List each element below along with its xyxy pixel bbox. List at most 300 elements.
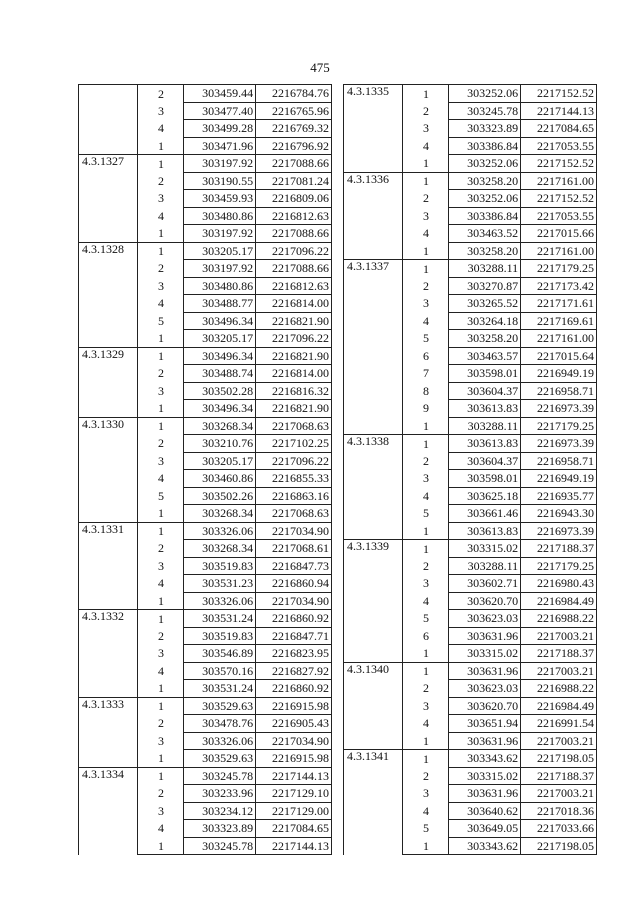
x-coordinate: 303190.55	[184, 172, 256, 190]
parcel-id: 4.3.1330	[79, 417, 138, 522]
x-coordinate: 303197.92	[184, 155, 256, 173]
point-number: 1	[403, 750, 449, 768]
y-coordinate: 2216973.39	[521, 522, 597, 540]
x-coordinate: 303613.83	[449, 400, 521, 418]
x-coordinate: 303598.01	[449, 365, 521, 383]
y-coordinate: 2216860.92	[256, 610, 332, 628]
y-coordinate: 2217179.25	[521, 417, 597, 435]
point-number: 1	[138, 592, 184, 610]
point-number: 1	[138, 242, 184, 260]
point-number: 3	[403, 697, 449, 715]
x-coordinate: 303459.93	[184, 190, 256, 208]
point-number: 4	[138, 207, 184, 225]
x-coordinate: 303602.71	[449, 575, 521, 593]
x-coordinate: 303640.62	[449, 802, 521, 820]
parcel-id: 4.3.1338	[344, 435, 403, 540]
x-coordinate: 303197.92	[184, 260, 256, 278]
y-coordinate: 2216855.33	[256, 470, 332, 488]
point-number: 1	[403, 155, 449, 173]
x-coordinate: 303252.06	[449, 155, 521, 173]
point-number: 1	[403, 172, 449, 190]
y-coordinate: 2217152.52	[521, 190, 597, 208]
y-coordinate: 2216812.63	[256, 277, 332, 295]
x-coordinate: 303463.57	[449, 347, 521, 365]
parcel-id: 4.3.1331	[79, 522, 138, 610]
y-coordinate: 2216816.32	[256, 382, 332, 400]
y-coordinate: 2216958.71	[521, 382, 597, 400]
x-coordinate: 303326.06	[184, 592, 256, 610]
x-coordinate: 303326.06	[184, 522, 256, 540]
x-coordinate: 303531.24	[184, 610, 256, 628]
x-coordinate: 303623.03	[449, 680, 521, 698]
y-coordinate: 2217003.21	[521, 785, 597, 803]
y-coordinate: 2217198.05	[521, 837, 597, 855]
y-coordinate: 2217188.37	[521, 540, 597, 558]
point-number: 3	[138, 102, 184, 120]
table-row	[79, 242, 332, 260]
x-coordinate: 303570.16	[184, 662, 256, 680]
x-coordinate: 303651.94	[449, 715, 521, 733]
x-coordinate: 303496.34	[184, 400, 256, 418]
point-number: 3	[403, 120, 449, 138]
point-number: 1	[403, 540, 449, 558]
point-number: 1	[403, 662, 449, 680]
point-number: 3	[403, 207, 449, 225]
point-number: 2	[138, 365, 184, 383]
table-row	[79, 767, 332, 785]
point-number: 1	[138, 610, 184, 628]
point-number: 4	[403, 592, 449, 610]
table-row	[344, 85, 597, 103]
y-coordinate: 2216821.90	[256, 312, 332, 330]
y-coordinate: 2217096.22	[256, 452, 332, 470]
x-coordinate: 303233.96	[184, 785, 256, 803]
point-number: 3	[138, 382, 184, 400]
x-coordinate: 303463.52	[449, 225, 521, 243]
table-row	[79, 85, 332, 103]
parcel-id	[79, 85, 138, 155]
point-number: 1	[403, 732, 449, 750]
point-number: 6	[403, 347, 449, 365]
point-number: 3	[138, 732, 184, 750]
y-coordinate: 2216847.73	[256, 557, 332, 575]
point-number: 1	[138, 837, 184, 855]
y-coordinate: 2216847.71	[256, 627, 332, 645]
coordinate-table-left-body	[79, 85, 332, 855]
x-coordinate: 303625.18	[449, 487, 521, 505]
y-coordinate: 2217034.90	[256, 592, 332, 610]
y-coordinate: 2217034.90	[256, 522, 332, 540]
point-number: 5	[138, 487, 184, 505]
point-number: 3	[138, 190, 184, 208]
y-coordinate: 2217003.21	[521, 662, 597, 680]
x-coordinate: 303210.76	[184, 435, 256, 453]
point-number: 4	[138, 820, 184, 838]
point-number: 1	[403, 260, 449, 278]
x-coordinate: 303258.20	[449, 172, 521, 190]
point-number: 1	[138, 155, 184, 173]
point-number: 4	[403, 487, 449, 505]
y-coordinate: 2217068.63	[256, 505, 332, 523]
y-coordinate: 2217198.05	[521, 750, 597, 768]
x-coordinate: 303613.83	[449, 522, 521, 540]
point-number: 5	[403, 820, 449, 838]
x-coordinate: 303288.11	[449, 557, 521, 575]
x-coordinate: 303496.34	[184, 347, 256, 365]
point-number: 3	[138, 452, 184, 470]
point-number: 1	[138, 347, 184, 365]
x-coordinate: 303620.70	[449, 697, 521, 715]
x-coordinate: 303205.17	[184, 452, 256, 470]
point-number: 1	[403, 645, 449, 663]
parcel-id: 4.3.1337	[344, 260, 403, 435]
table-row	[344, 435, 597, 453]
parcel-id: 4.3.1327	[79, 155, 138, 243]
x-coordinate: 303488.74	[184, 365, 256, 383]
point-number: 3	[403, 470, 449, 488]
point-number: 1	[138, 750, 184, 768]
parcel-id: 4.3.1335	[344, 85, 403, 173]
x-coordinate: 303631.96	[449, 785, 521, 803]
x-coordinate: 303480.86	[184, 277, 256, 295]
coordinate-table-right	[343, 84, 597, 855]
point-number: 2	[403, 680, 449, 698]
y-coordinate: 2217161.00	[521, 242, 597, 260]
point-number: 4	[138, 470, 184, 488]
point-number: 1	[138, 225, 184, 243]
y-coordinate: 2217129.00	[256, 802, 332, 820]
x-coordinate: 303460.86	[184, 470, 256, 488]
y-coordinate: 2217088.66	[256, 225, 332, 243]
point-number: 1	[403, 435, 449, 453]
y-coordinate: 2216973.39	[521, 435, 597, 453]
point-number: 3	[138, 802, 184, 820]
x-coordinate: 303502.26	[184, 487, 256, 505]
x-coordinate: 303326.06	[184, 732, 256, 750]
y-coordinate: 2216827.92	[256, 662, 332, 680]
point-number: 5	[138, 312, 184, 330]
point-number: 4	[403, 225, 449, 243]
y-coordinate: 2217015.66	[521, 225, 597, 243]
point-number: 4	[403, 802, 449, 820]
point-number: 1	[403, 522, 449, 540]
x-coordinate: 303529.63	[184, 697, 256, 715]
point-number: 1	[403, 242, 449, 260]
parcel-id: 4.3.1336	[344, 172, 403, 260]
y-coordinate: 2217003.21	[521, 732, 597, 750]
y-coordinate: 2217003.21	[521, 627, 597, 645]
point-number: 1	[138, 400, 184, 418]
y-coordinate: 2216949.19	[521, 365, 597, 383]
point-number: 4	[138, 120, 184, 138]
y-coordinate: 2216812.63	[256, 207, 332, 225]
x-coordinate: 303245.78	[184, 767, 256, 785]
point-number: 4	[403, 715, 449, 733]
x-coordinate: 303343.62	[449, 750, 521, 768]
y-coordinate: 2217179.25	[521, 260, 597, 278]
x-coordinate: 303270.87	[449, 277, 521, 295]
y-coordinate: 2216915.98	[256, 697, 332, 715]
point-number: 1	[138, 767, 184, 785]
point-number: 2	[138, 260, 184, 278]
x-coordinate: 303386.84	[449, 137, 521, 155]
y-coordinate: 2217068.63	[256, 417, 332, 435]
point-number: 2	[138, 172, 184, 190]
table-row	[79, 417, 332, 435]
x-coordinate: 303245.78	[184, 837, 256, 855]
coordinate-table-left	[78, 84, 332, 855]
point-number: 4	[138, 575, 184, 593]
point-number: 1	[138, 680, 184, 698]
x-coordinate: 303252.06	[449, 190, 521, 208]
table-row	[79, 610, 332, 628]
page-number: 475	[310, 60, 330, 75]
x-coordinate: 303477.40	[184, 102, 256, 120]
point-number: 2	[403, 102, 449, 120]
y-coordinate: 2217144.13	[521, 102, 597, 120]
point-number: 3	[403, 785, 449, 803]
parcel-id: 4.3.1328	[79, 242, 138, 347]
x-coordinate: 303288.11	[449, 260, 521, 278]
table-row	[344, 662, 597, 680]
x-coordinate: 303519.83	[184, 557, 256, 575]
point-number: 3	[403, 575, 449, 593]
point-number: 7	[403, 365, 449, 383]
point-number: 2	[138, 715, 184, 733]
y-coordinate: 2217171.61	[521, 295, 597, 313]
x-coordinate: 303343.62	[449, 837, 521, 855]
y-coordinate: 2217053.55	[521, 137, 597, 155]
point-number: 3	[138, 557, 184, 575]
y-coordinate: 2217188.37	[521, 767, 597, 785]
parcel-id: 4.3.1340	[344, 662, 403, 750]
y-coordinate: 2217169.61	[521, 312, 597, 330]
y-coordinate: 2216860.94	[256, 575, 332, 593]
y-coordinate: 2216980.43	[521, 575, 597, 593]
point-number: 1	[138, 330, 184, 348]
y-coordinate: 2216905.43	[256, 715, 332, 733]
point-number: 2	[138, 85, 184, 103]
table-row	[344, 172, 597, 190]
x-coordinate: 303265.52	[449, 295, 521, 313]
x-coordinate: 303478.76	[184, 715, 256, 733]
parcel-id: 4.3.1334	[79, 767, 138, 855]
y-coordinate: 2217033.66	[521, 820, 597, 838]
point-number: 8	[403, 382, 449, 400]
y-coordinate: 2216943.30	[521, 505, 597, 523]
x-coordinate: 303315.02	[449, 540, 521, 558]
point-number: 2	[403, 452, 449, 470]
x-coordinate: 303519.83	[184, 627, 256, 645]
x-coordinate: 303252.06	[449, 85, 521, 103]
point-number: 4	[403, 137, 449, 155]
y-coordinate: 2216765.96	[256, 102, 332, 120]
y-coordinate: 2217068.61	[256, 540, 332, 558]
point-number: 5	[403, 610, 449, 628]
y-coordinate: 2216984.49	[521, 592, 597, 610]
x-coordinate: 303631.96	[449, 627, 521, 645]
parcel-id: 4.3.1332	[79, 610, 138, 698]
point-number: 1	[403, 417, 449, 435]
parcel-id: 4.3.1333	[79, 697, 138, 767]
x-coordinate: 303480.86	[184, 207, 256, 225]
y-coordinate: 2217015.64	[521, 347, 597, 365]
x-coordinate: 303623.03	[449, 610, 521, 628]
point-number: 1	[138, 137, 184, 155]
y-coordinate: 2217188.37	[521, 645, 597, 663]
point-number: 4	[403, 312, 449, 330]
x-coordinate: 303598.01	[449, 470, 521, 488]
x-coordinate: 303531.23	[184, 575, 256, 593]
point-number: 2	[138, 540, 184, 558]
y-coordinate: 2217084.65	[521, 120, 597, 138]
y-coordinate: 2216860.92	[256, 680, 332, 698]
x-coordinate: 303620.70	[449, 592, 521, 610]
point-number: 2	[138, 627, 184, 645]
point-number: 9	[403, 400, 449, 418]
y-coordinate: 2217088.66	[256, 155, 332, 173]
coordinate-table-right-body	[344, 85, 597, 855]
x-coordinate: 303315.02	[449, 767, 521, 785]
x-coordinate: 303264.18	[449, 312, 521, 330]
x-coordinate: 303502.28	[184, 382, 256, 400]
x-coordinate: 303258.20	[449, 242, 521, 260]
point-number: 6	[403, 627, 449, 645]
parcel-id: 4.3.1339	[344, 540, 403, 663]
y-coordinate: 2216958.71	[521, 452, 597, 470]
point-number: 2	[138, 785, 184, 803]
y-coordinate: 2216988.22	[521, 610, 597, 628]
x-coordinate: 303604.37	[449, 452, 521, 470]
y-coordinate: 2217144.13	[256, 837, 332, 855]
y-coordinate: 2216991.54	[521, 715, 597, 733]
x-coordinate: 303245.78	[449, 102, 521, 120]
point-number: 1	[138, 522, 184, 540]
point-number: 4	[138, 662, 184, 680]
y-coordinate: 2217161.00	[521, 172, 597, 190]
x-coordinate: 303546.89	[184, 645, 256, 663]
x-coordinate: 303288.11	[449, 417, 521, 435]
x-coordinate: 303268.34	[184, 417, 256, 435]
table-row	[79, 697, 332, 715]
point-number: 2	[403, 557, 449, 575]
y-coordinate: 2217173.42	[521, 277, 597, 295]
y-coordinate: 2217081.24	[256, 172, 332, 190]
y-coordinate: 2217161.00	[521, 330, 597, 348]
point-number: 2	[403, 767, 449, 785]
y-coordinate: 2216814.00	[256, 365, 332, 383]
point-number: 5	[403, 330, 449, 348]
parcel-id: 4.3.1341	[344, 750, 403, 855]
point-number: 1	[138, 697, 184, 715]
y-coordinate: 2216821.90	[256, 400, 332, 418]
y-coordinate: 2216863.16	[256, 487, 332, 505]
table-row	[79, 347, 332, 365]
point-number: 3	[138, 645, 184, 663]
y-coordinate: 2217034.90	[256, 732, 332, 750]
point-number: 1	[138, 417, 184, 435]
y-coordinate: 2217144.13	[256, 767, 332, 785]
y-coordinate: 2217084.65	[256, 820, 332, 838]
x-coordinate: 303205.17	[184, 242, 256, 260]
point-number: 2	[403, 277, 449, 295]
y-coordinate: 2216769.32	[256, 120, 332, 138]
x-coordinate: 303459.44	[184, 85, 256, 103]
x-coordinate: 303234.12	[184, 802, 256, 820]
y-coordinate: 2216809.06	[256, 190, 332, 208]
x-coordinate: 303499.28	[184, 120, 256, 138]
x-coordinate: 303661.46	[449, 505, 521, 523]
x-coordinate: 303604.37	[449, 382, 521, 400]
y-coordinate: 2217096.22	[256, 242, 332, 260]
point-number: 3	[138, 277, 184, 295]
y-coordinate: 2217096.22	[256, 330, 332, 348]
y-coordinate: 2216796.92	[256, 137, 332, 155]
table-row	[79, 522, 332, 540]
x-coordinate: 303631.96	[449, 662, 521, 680]
x-coordinate: 303258.20	[449, 330, 521, 348]
point-number: 1	[403, 837, 449, 855]
table-row	[344, 260, 597, 278]
table-row	[79, 155, 332, 173]
table-row	[344, 750, 597, 768]
point-number: 1	[138, 505, 184, 523]
y-coordinate: 2217102.25	[256, 435, 332, 453]
x-coordinate: 303649.05	[449, 820, 521, 838]
x-coordinate: 303529.63	[184, 750, 256, 768]
x-coordinate: 303531.24	[184, 680, 256, 698]
y-coordinate: 2216973.39	[521, 400, 597, 418]
y-coordinate: 2217152.52	[521, 85, 597, 103]
x-coordinate: 303488.77	[184, 295, 256, 313]
y-coordinate: 2216784.76	[256, 85, 332, 103]
table-row	[344, 540, 597, 558]
x-coordinate: 303631.96	[449, 732, 521, 750]
x-coordinate: 303268.34	[184, 540, 256, 558]
point-number: 3	[403, 295, 449, 313]
y-coordinate: 2216935.77	[521, 487, 597, 505]
x-coordinate: 303386.84	[449, 207, 521, 225]
point-number: 2	[138, 435, 184, 453]
y-coordinate: 2216988.22	[521, 680, 597, 698]
y-coordinate: 2217152.52	[521, 155, 597, 173]
x-coordinate: 303323.89	[184, 820, 256, 838]
y-coordinate: 2216949.19	[521, 470, 597, 488]
point-number: 1	[403, 85, 449, 103]
y-coordinate: 2216915.98	[256, 750, 332, 768]
y-coordinate: 2217179.25	[521, 557, 597, 575]
y-coordinate: 2216814.00	[256, 295, 332, 313]
y-coordinate: 2217018.36	[521, 802, 597, 820]
y-coordinate: 2217053.55	[521, 207, 597, 225]
x-coordinate: 303496.34	[184, 312, 256, 330]
x-coordinate: 303205.17	[184, 330, 256, 348]
x-coordinate: 303268.34	[184, 505, 256, 523]
x-coordinate: 303471.96	[184, 137, 256, 155]
point-number: 5	[403, 505, 449, 523]
x-coordinate: 303613.83	[449, 435, 521, 453]
point-number: 4	[138, 295, 184, 313]
point-number: 2	[403, 190, 449, 208]
y-coordinate: 2216821.90	[256, 347, 332, 365]
x-coordinate: 303315.02	[449, 645, 521, 663]
y-coordinate: 2216984.49	[521, 697, 597, 715]
parcel-id: 4.3.1329	[79, 347, 138, 417]
y-coordinate: 2217129.10	[256, 785, 332, 803]
x-coordinate: 303197.92	[184, 225, 256, 243]
y-coordinate: 2217088.66	[256, 260, 332, 278]
x-coordinate: 303323.89	[449, 120, 521, 138]
